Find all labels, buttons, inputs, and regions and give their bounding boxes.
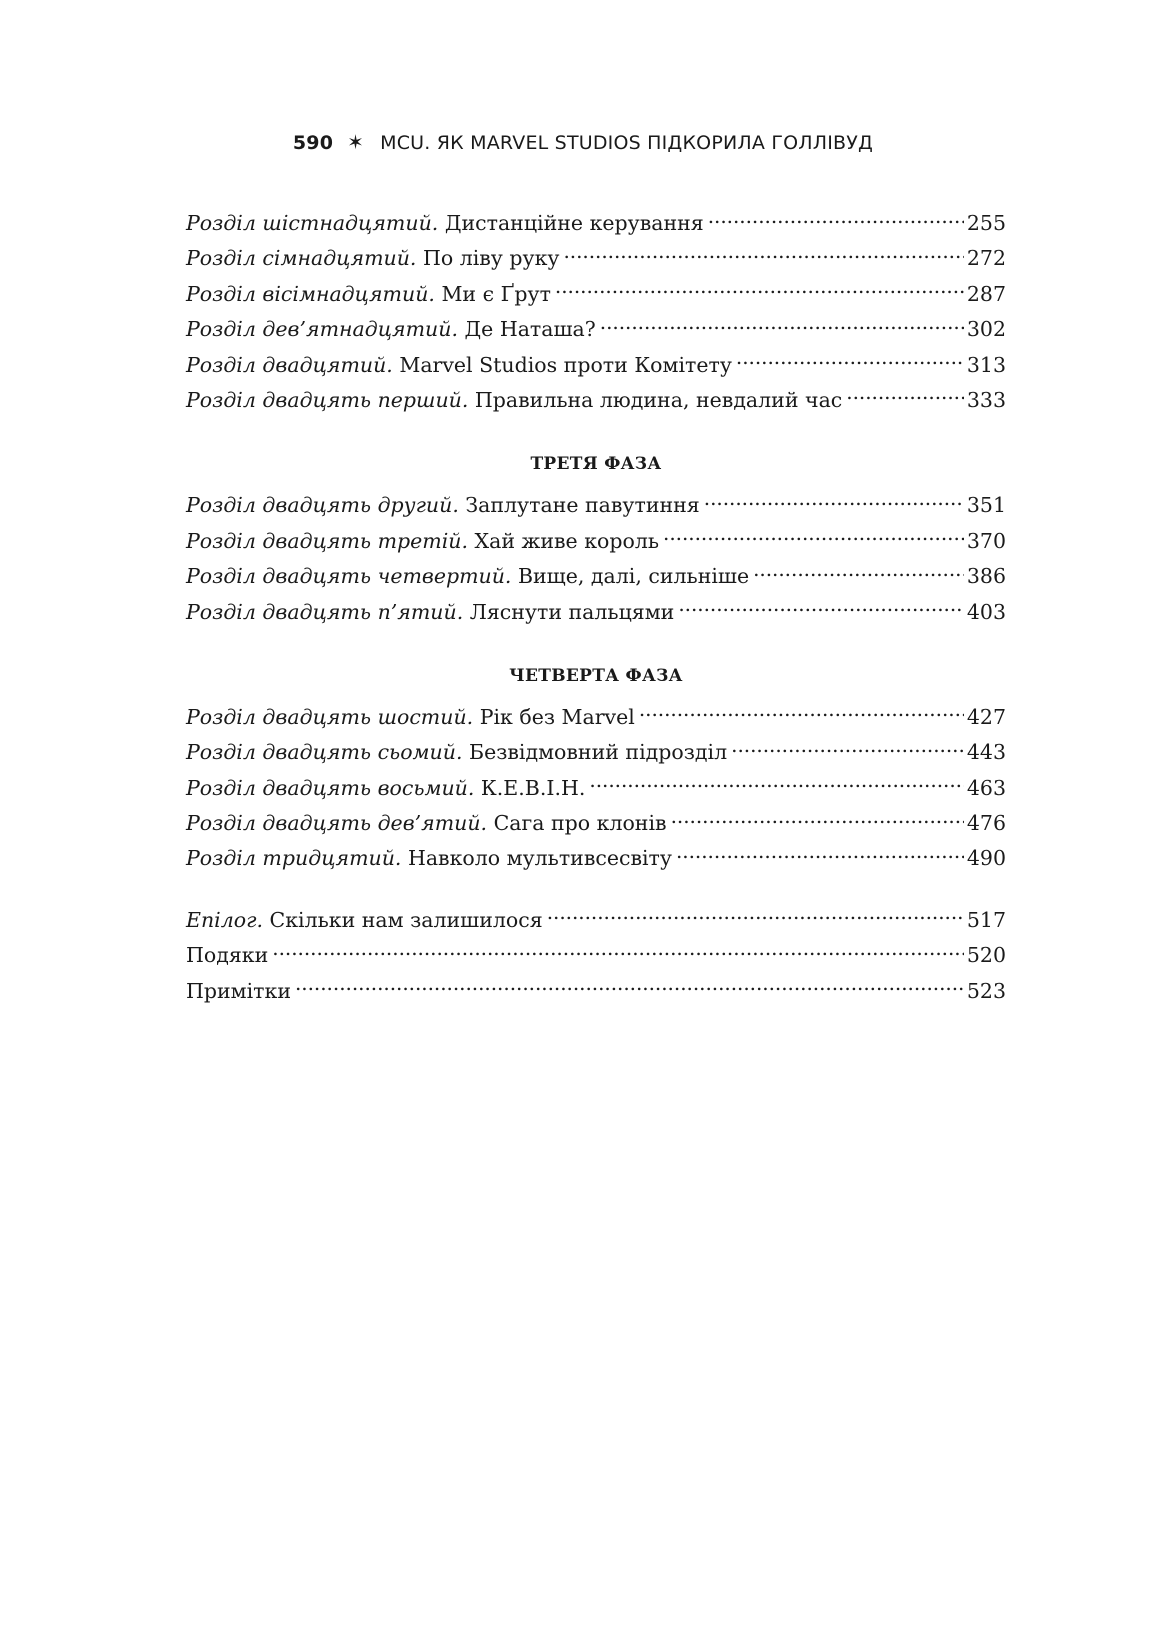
chapter-title: Ляснути пальцями [463, 599, 675, 624]
dot-leader [731, 739, 964, 760]
chapter-number: Розділ двадцять шостий. [186, 704, 474, 729]
chapter-number: Розділ двадцять дев’ятий. [186, 811, 488, 836]
toc-group-phase-4 [186, 700, 1006, 877]
dot-leader [704, 492, 964, 513]
page-ref: 403 [966, 599, 1006, 624]
dot-leader [547, 906, 964, 927]
chapter-title: Marvel Studios проти Комітету [392, 352, 732, 377]
page-ref: 287 [966, 281, 1006, 306]
chapter-number: Розділ дев’ятнадцятий. [186, 317, 458, 342]
chapter-title: Скільки нам залишилося [263, 907, 543, 932]
section-title-phase-3: ТРЕТЯ ФАЗА [530, 454, 662, 475]
page-ref: 302 [966, 317, 1006, 342]
toc-entry[interactable] [186, 841, 1006, 876]
chapter-title: По ліву руку [416, 246, 560, 271]
chapter-title: Де Наташа? [457, 317, 596, 342]
page-ref: 370 [966, 528, 1006, 553]
dot-leader [555, 280, 964, 301]
section-title-phase-4: ЧЕТВЕРТА ФАЗА [509, 665, 683, 686]
page-ref: 313 [966, 352, 1006, 377]
chapter-title: Примітки [186, 978, 291, 1003]
dot-leader [676, 845, 964, 866]
chapter-title: Дистанційне керування [438, 211, 704, 235]
dot-leader [671, 810, 964, 831]
dot-leader [295, 977, 964, 998]
toc-entry[interactable] [186, 488, 1006, 523]
page-number: 590 [292, 132, 334, 154]
chapter-number: Розділ двадцять перший. [186, 387, 469, 412]
chapter-number: Розділ двадцять п’ятий. [186, 599, 464, 624]
dot-leader [563, 245, 963, 266]
chapter-title: Навколо мультивсесвіту [401, 846, 672, 871]
dot-leader [589, 774, 963, 795]
toc-entry[interactable] [186, 383, 1006, 418]
toc-group-phase-3 [186, 488, 1006, 630]
chapter-number: Розділ двадцятий. [186, 352, 393, 377]
toc-entry[interactable] [186, 277, 1006, 312]
dot-leader [753, 563, 964, 584]
toc-entry[interactable] [186, 806, 1006, 841]
chapter-title: Ми є Ґрут [434, 281, 551, 306]
chapter-title: Рік без Marvel [473, 704, 635, 729]
page-ref: 523 [966, 978, 1006, 1003]
chapter-number: Розділ шістнадцятий. [186, 211, 439, 235]
dot-leader [708, 210, 964, 231]
chapter-title: Правильна людина, невдалий час [468, 387, 843, 412]
page-ref: 517 [966, 907, 1006, 932]
chapter-title: К.Е.В.І.Н. [474, 775, 586, 800]
chapter-number: Епілог. [186, 907, 263, 932]
toc-group-back-matter [186, 903, 1006, 1009]
toc-entry[interactable] [186, 348, 1006, 383]
page-ref: 476 [966, 811, 1006, 836]
chapter-number: Розділ двадцять четвертий. [186, 564, 512, 589]
star-separator-icon: ✶ [347, 130, 365, 154]
dot-leader [663, 527, 964, 548]
dot-leader [639, 703, 964, 724]
page-ref: 255 [966, 211, 1006, 235]
dot-leader [272, 942, 964, 963]
toc-entry[interactable] [186, 312, 1006, 347]
toc-entry-epilogue[interactable] [186, 903, 1006, 938]
chapter-number: Розділ двадцять другий. [186, 493, 459, 518]
toc-entry-acknowledgements[interactable] [186, 938, 1006, 973]
toc-entry[interactable] [186, 524, 1006, 559]
dot-leader [846, 386, 964, 407]
toc-entry[interactable] [186, 700, 1006, 735]
page-ref: 427 [966, 704, 1006, 729]
chapter-title: Подяки [186, 943, 269, 968]
dot-leader [736, 351, 964, 372]
toc-entry[interactable] [186, 206, 1006, 241]
page-ref: 333 [966, 387, 1006, 412]
toc-entry[interactable] [186, 559, 1006, 594]
page-ref: 520 [966, 943, 1006, 968]
chapter-title: Вище, далі, сильніше [511, 564, 750, 589]
chapter-title: Хай живе король [467, 528, 660, 553]
toc-entry[interactable] [186, 771, 1006, 806]
chapter-number: Розділ двадцять третій. [186, 528, 468, 553]
chapter-number: Розділ двадцять сьомий. [186, 740, 463, 765]
page-ref: 463 [966, 775, 1006, 800]
dot-leader [600, 316, 964, 337]
table-of-contents [186, 206, 1006, 1009]
page-ref: 351 [966, 493, 1006, 518]
toc-group-phase2-tail [186, 206, 1006, 418]
toc-entry[interactable] [186, 241, 1006, 276]
chapter-number: Розділ сімнадцятий. [186, 246, 417, 271]
chapter-number: Розділ вісімнадцятий. [186, 281, 435, 306]
chapter-title: Сага про клонів [487, 811, 667, 836]
page-ref: 386 [966, 564, 1006, 589]
book-title: MCU. ЯК MARVEL STUDIOS ПІДКОРИЛА ГОЛЛІВУД [380, 132, 874, 154]
page-ref: 443 [966, 740, 1006, 765]
dot-leader [678, 598, 964, 619]
chapter-number: Розділ тридцятий. [186, 846, 402, 871]
toc-entry[interactable] [186, 595, 1006, 630]
chapter-number: Розділ двадцять восьмий. [186, 775, 475, 800]
running-head [0, 130, 1166, 154]
chapter-title: Заплутане павутиння [458, 493, 700, 518]
toc-entry[interactable] [186, 735, 1006, 770]
chapter-title: Безвідмовний підрозділ [462, 740, 728, 765]
page-ref: 272 [966, 246, 1006, 271]
toc-entry-notes[interactable] [186, 974, 1006, 1009]
page-ref: 490 [966, 846, 1006, 871]
